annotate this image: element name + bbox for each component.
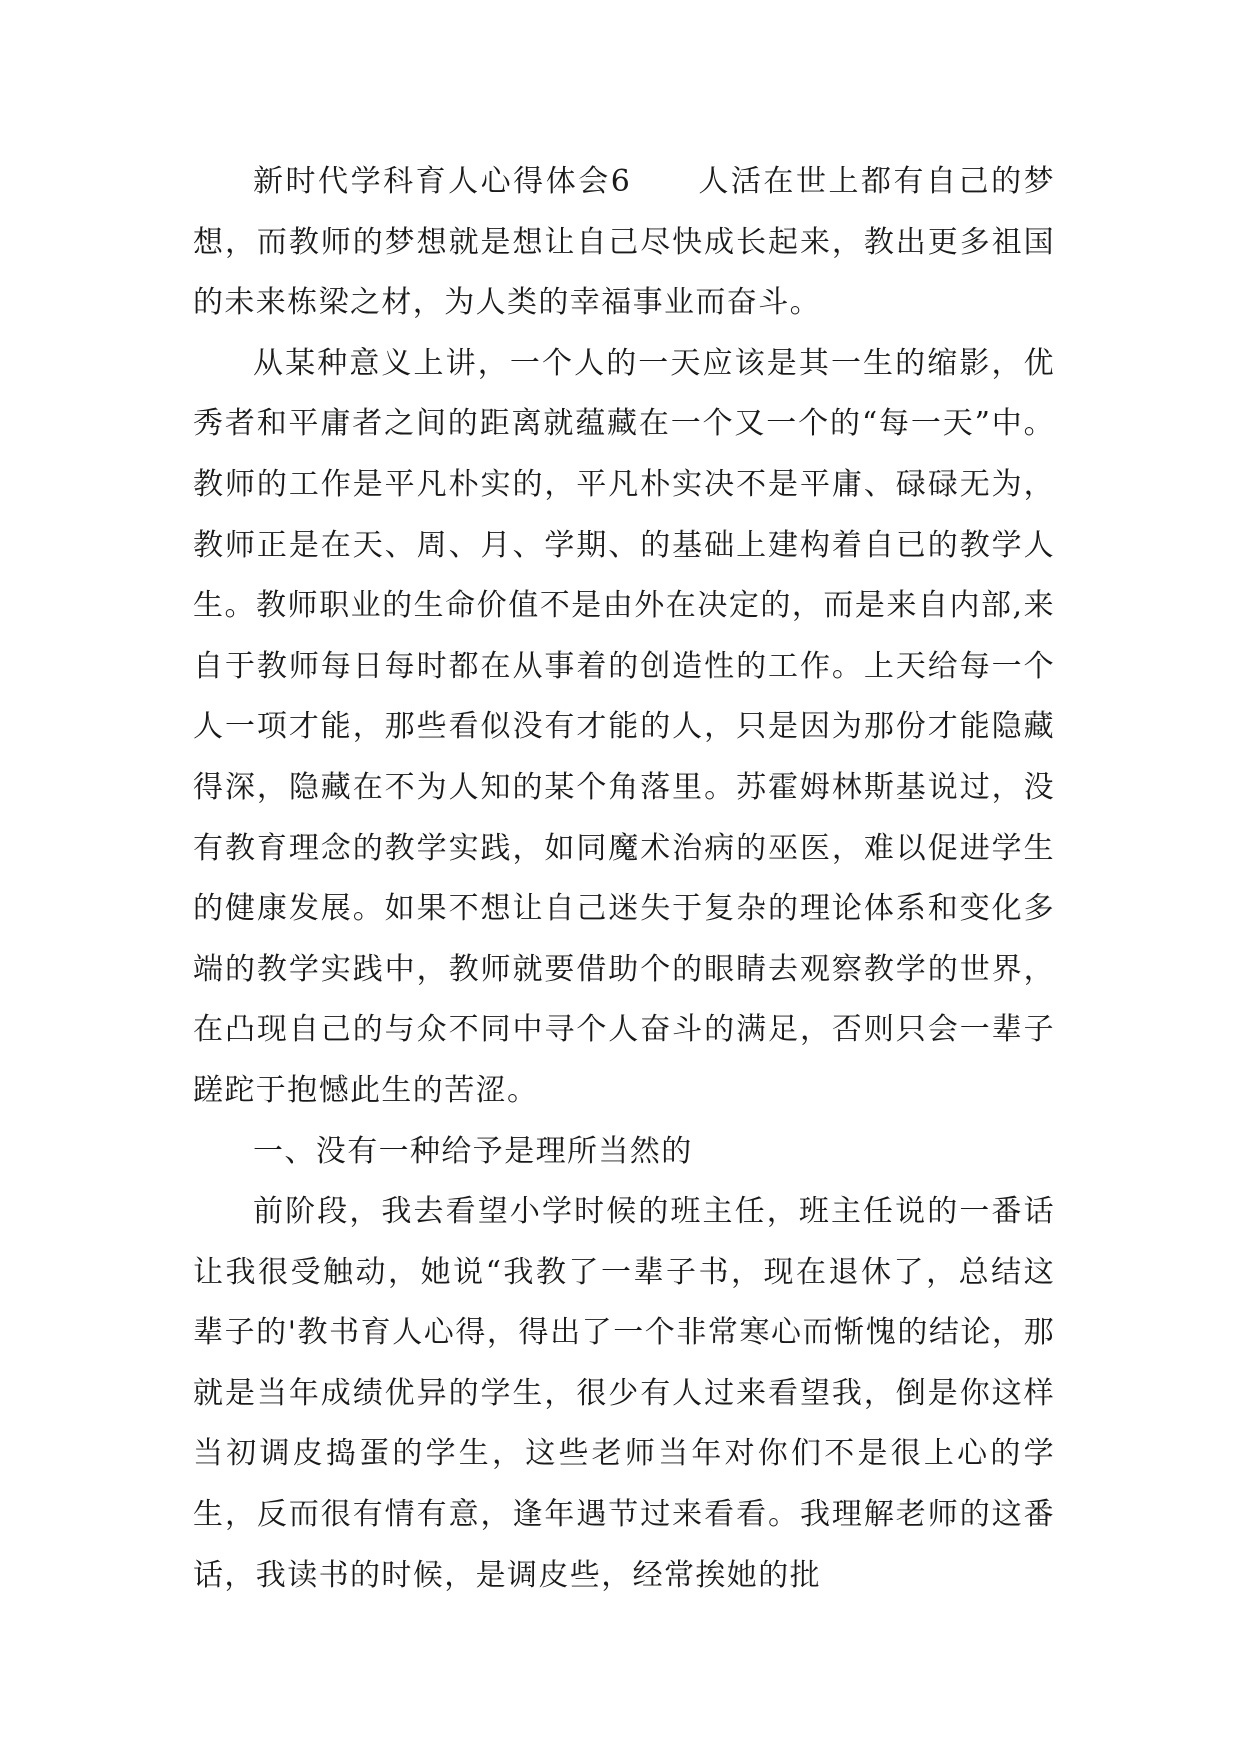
paragraph-intro bbox=[193, 152, 1055, 334]
document-body bbox=[193, 152, 1055, 1606]
paragraph-text: 人活在世上都有自己的梦想，而教师的梦想就是想让自己尽快成长起来，教出更多祖国的未来栋梁之材，为人类的幸福事业而奋斗。 bbox=[193, 164, 1056, 321]
paragraph: 从某种意义上讲，一个人的一天应该是其一生的缩影，优秀者和平庸者之间的距离就蕴藏在一个又一个的“每一天”中。教师的工作是平凡朴实的，平凡朴实决不是平庸、碌碌无为，教师正是在天、周、月、学期、的基础上建构着自已的教学人生。教师职业的生命价值不是由外在决定的，而是来自内部,来自于教师每日每时都在从事着的创造性的工作。上天给每一个人一项才能，那些看似没有才能的人，只是因为那份才能隐藏得深，隐藏在不为人知的某个角落里。苏霍姆林斯基说过，没有教育理念的教学实践，如同魔术治病的巫医，难以促进学生的健康发展。如果不想让自己迷失于复杂的理论体系和变化多端的教学实践中，教师就要借助个的眼睛去观察教学的世界，在凸现自己的与众不同中寻个人奋斗的满足，否则只会一辈子蹉跎于抱憾此生的苦涩。 bbox=[193, 345, 1055, 1108]
section-heading: 一、没有一种给予是理所当然的 bbox=[253, 1133, 693, 1169]
paragraph: 前阶段，我去看望小学时候的班主任，班主任说的一番话让我很受触动，她说“我教了一辈子书，现在退休了，总结这辈子的'教书育人心得，得出了一个非常寒心而惭愧的结论，那就是当年成绩优异的学生，很少有人过来看望我，倒是你这样当初调皮捣蛋的学生，这些老师当年对你们不是很上心的学生，反而很有情有意，逢年遇节过来看看。我理解老师的这番话，我读书的时候，是调皮些，经常挨她的批 bbox=[193, 1194, 1055, 1593]
document-title: 新时代学科育人心得体会6 bbox=[253, 164, 632, 199]
